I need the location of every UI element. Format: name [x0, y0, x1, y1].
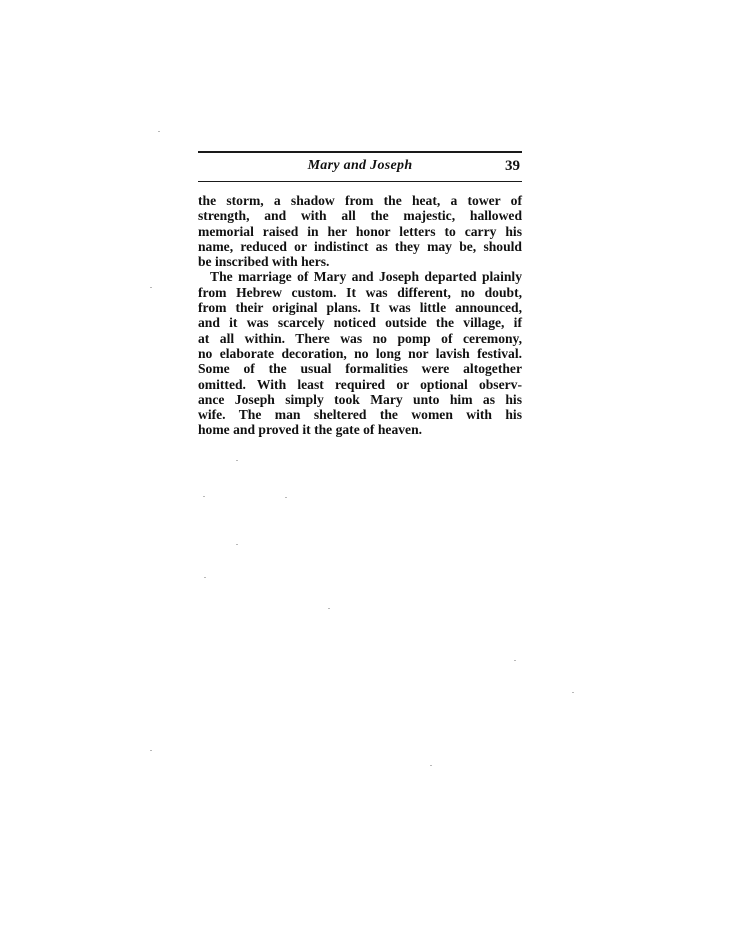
text-line: ance Joseph simply took Mary unto him as his — [198, 391, 522, 407]
text-line: wife. The man sheltered the women with his — [198, 407, 522, 423]
scan-speck — [514, 660, 516, 661]
text-line: no elaborate decoration, no long nor lavish festival. — [198, 345, 522, 361]
scan-speck — [328, 608, 330, 609]
scan-speck — [158, 131, 160, 132]
running-head — [198, 156, 522, 178]
text-line: Some of the usual formalities were altogether — [198, 361, 522, 377]
text-line: The marriage of Mary and Joseph departed plainly — [210, 269, 522, 285]
scan-speck — [236, 460, 238, 461]
scan-speck — [203, 496, 205, 497]
text-line: home and proved it the gate of heaven. — [198, 422, 423, 438]
text-line: and it was scarcely noticed outside the village, if — [198, 315, 522, 331]
text-line: be inscribed with hers. — [198, 254, 330, 270]
scan-speck — [430, 765, 432, 766]
scan-speck — [285, 497, 287, 498]
scan-speck — [236, 544, 238, 545]
header-rule-bottom — [198, 181, 522, 182]
page-number: 39 — [505, 158, 520, 174]
header-rule-top — [198, 151, 522, 153]
text-line: memorial raised in her honor letters to carry his — [198, 223, 522, 239]
text-line: omitted. With least required or optional observ- — [198, 376, 522, 392]
running-title: Mary and Joseph — [307, 158, 413, 173]
text-line: name, reduced or indistinct as they may be, should — [198, 238, 522, 254]
scan-speck — [150, 287, 152, 288]
text-line: strength, and with all the majestic, hallowed — [198, 208, 522, 224]
scan-speck — [204, 577, 206, 578]
scan-speck — [572, 692, 574, 693]
body-text — [198, 193, 522, 438]
text-line: the storm, a shadow from the heat, a tower of — [198, 193, 522, 208]
text-line: from their original plans. It was little announced, — [198, 300, 522, 316]
text-line: from Hebrew custom. It was different, no doubt, — [198, 284, 522, 300]
scan-speck — [150, 750, 152, 751]
text-line: at all within. There was no pomp of ceremony, — [198, 330, 522, 346]
